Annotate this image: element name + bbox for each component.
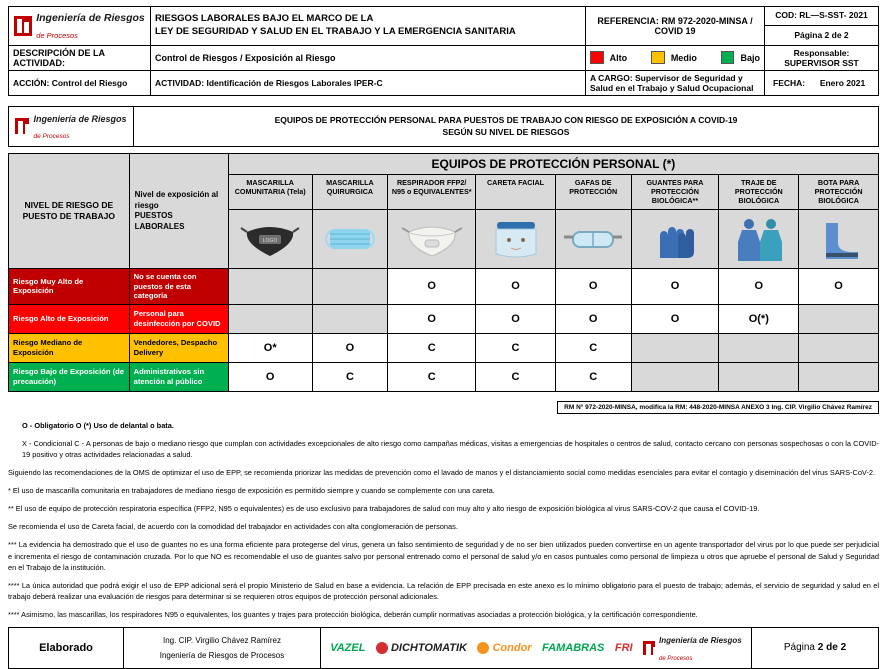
col-line2: QUIRURGICA bbox=[326, 187, 374, 197]
footer-brands bbox=[321, 628, 752, 669]
band-logo bbox=[9, 106, 134, 147]
gafas-proteccion-icon bbox=[555, 210, 631, 269]
col-line2: PROTECCIÓN BIOLÓGICA bbox=[814, 187, 863, 206]
cell-r1-c3: O bbox=[476, 304, 556, 333]
cell-r0-c6: O bbox=[719, 269, 799, 304]
document-code: COD: RL—S-SST- 2021 bbox=[765, 7, 879, 26]
brand-logo-line2: de Procesos bbox=[659, 655, 693, 662]
source-note: RM N° 972-2020-MINSA, modifica la RM: 448-2020-MINSA ANEXO 3 Ing. CIP. Virgilio Chávez Ramírez bbox=[557, 401, 879, 414]
brand-condor-label: Condor bbox=[492, 641, 532, 654]
company-logo bbox=[9, 7, 151, 46]
mascarilla-quirurgica-icon bbox=[312, 210, 388, 269]
legend-label-medio: Medio bbox=[670, 52, 697, 63]
row-job-mediano: Vendedores, Despacho Delivery bbox=[129, 333, 228, 362]
cell-r0-c2: O bbox=[388, 269, 476, 304]
notes-section bbox=[8, 420, 879, 620]
note-guantes: *** La evidencia ha demostrado que el uso de guantes no es una forma eficiente para protegerse del virus, genera un falso sentimiento de seguridad y de no ser bien utilizados pueden convertirse en un agente transportador del virus por lo que puede ser perjudicial e incrementa el riesgo de contaminación cruzada. Por lo que NO es recomendable el uso de guantes salvo por personal entrenado como el personal de salud y/o en casos puntuales como personal de limpieza u otros que apruebe el personal de Salud y Seguridad en el Trabajo de la institución. bbox=[8, 540, 879, 572]
col-header-mascarilla-comunitaria bbox=[228, 175, 312, 210]
col-header-bota bbox=[799, 175, 879, 210]
cell-r0-c4: O bbox=[555, 269, 631, 304]
note-obligatorio: O - Obligatorio O (*) Uso de delantal o bata. bbox=[22, 420, 174, 430]
cell-r1-c7 bbox=[799, 304, 879, 333]
accion-value: ACCIÓN: Control del Riesgo bbox=[9, 70, 151, 95]
cell-r3-c1: C bbox=[312, 362, 388, 391]
row-job-muy-alto: No se cuenta con puestos de esta categoría bbox=[129, 269, 228, 304]
cell-r1-c4: O bbox=[555, 304, 631, 333]
cell-r1-c6: O(*) bbox=[719, 304, 799, 333]
col-line2: PROTECCIÓN BIOLÓGICA bbox=[734, 187, 783, 206]
col-line1: CARETA FACIAL bbox=[486, 178, 545, 188]
cell-r2-c3: C bbox=[476, 333, 556, 362]
cell-r1-c0 bbox=[228, 304, 312, 333]
table-row bbox=[9, 362, 879, 391]
band-title-line1: EQUIPOS DE PROTECCIÓN PERSONAL PARA PUESTOS DE TRABAJO CON RIESGO DE EXPOSICIÓN A COVID-19 bbox=[274, 114, 738, 125]
logo-text-secondary: de Procesos bbox=[36, 30, 78, 40]
col-line1: MASCARILLA bbox=[246, 178, 294, 188]
band-title-line2: SEGÚN SU NIVEL DE RIESGOS bbox=[442, 127, 570, 138]
fecha-value: Enero 2021 bbox=[819, 77, 866, 88]
col-header-mascarilla-quirurgica bbox=[312, 175, 388, 210]
cell-r2-c7 bbox=[799, 333, 879, 362]
row-job-bajo: Administrativos sin atención al público bbox=[129, 362, 228, 391]
table-row bbox=[9, 304, 879, 333]
document-footer bbox=[8, 627, 879, 669]
cell-r1-c1 bbox=[312, 304, 388, 333]
logo-text-primary: Ingeniería de Riesgos bbox=[33, 113, 127, 124]
document-title-line1: RIESGOS LABORALES BAJO EL MARCO DE LA bbox=[155, 12, 374, 24]
logo-text-primary: Ingeniería de Riesgos bbox=[36, 12, 145, 24]
bota-icon bbox=[799, 210, 879, 269]
description-value: Control de Riesgos / Exposición al Riesgo bbox=[151, 45, 586, 70]
note-mascarilla-comunitaria: * El uso de mascarilla comunitaria en trabajadores de mediano riesgo de exposición es permitido siempre y cuando se complemente con una careta. bbox=[8, 486, 495, 496]
fecha-cell bbox=[765, 70, 879, 95]
legend-swatch-bajo bbox=[721, 51, 735, 64]
cell-r3-c6 bbox=[719, 362, 799, 391]
note-normativas: **** Asimismo, las mascarillas, los respiradores N95 o equivalentes, los guantes y trajes para protección biológica, deberán cumplir normativas asociadas a protección biológica, y la certificación correspondiente. bbox=[8, 609, 698, 619]
legend-label-alto: Alto bbox=[609, 52, 628, 63]
cell-r0-c0 bbox=[228, 269, 312, 304]
footer-signature-line1: Ing. CIP. Virgilio Chávez Ramírez bbox=[163, 635, 281, 645]
careta-facial-icon bbox=[476, 210, 556, 269]
brand-vazel: VAZEL bbox=[330, 641, 366, 654]
col-line1: TRAJE DE bbox=[741, 178, 777, 188]
brand-company-logo bbox=[643, 631, 742, 665]
document-title-line2: LEY DE SEGURIDAD Y SALUD EN EL TRABAJO Y LA EMERGENCIA SANITARIA bbox=[155, 25, 516, 37]
cell-r1-c5: O bbox=[631, 304, 719, 333]
logo-mark-icon bbox=[14, 16, 32, 36]
cell-r0-c3: O bbox=[476, 269, 556, 304]
col-exposure-line1: Nivel de exposición al riesgo bbox=[134, 190, 219, 210]
cell-r3-c3: C bbox=[476, 362, 556, 391]
brand-logo-line1: Ingeniería de Riesgos bbox=[659, 636, 742, 646]
col-header-gafas bbox=[555, 175, 631, 210]
legend-label-bajo: Bajo bbox=[740, 52, 760, 63]
row-level-mediano: Riesgo Mediano de Exposición bbox=[9, 333, 130, 362]
document-header bbox=[8, 6, 879, 96]
cell-r3-c0: O bbox=[228, 362, 312, 391]
logo-text-secondary: de Procesos bbox=[33, 133, 70, 141]
col-line1: GAFAS DE bbox=[574, 178, 612, 188]
col-line1: MASCARILLA bbox=[326, 178, 374, 188]
legend-swatch-medio bbox=[651, 51, 665, 64]
svg-text:LOGO: LOGO bbox=[262, 238, 278, 245]
col-line1: GUANTES PARA bbox=[646, 178, 704, 188]
cell-r2-c4: C bbox=[555, 333, 631, 362]
matrix-corner-exposure-header bbox=[129, 154, 228, 269]
table-row bbox=[9, 333, 879, 362]
cell-r2-c5 bbox=[631, 333, 719, 362]
respirador-n95-icon bbox=[388, 210, 476, 269]
table-row bbox=[9, 269, 879, 304]
legend-swatch-alto bbox=[590, 51, 604, 64]
cell-r2-c2: C bbox=[388, 333, 476, 362]
footer-signature-line2: Ingeniería de Riesgos de Procesos bbox=[159, 650, 285, 660]
footer-page-prefix: Página bbox=[783, 642, 818, 654]
footer-signature bbox=[124, 628, 321, 669]
logo-mark-icon bbox=[15, 118, 29, 134]
note-oms: Siguiendo las recomendaciones de la OMS de optimizar el uso de EPP, se recomienda priorizar las medidas de prevención como el lavado de manos y el distanciamiento social como medidas esenciales para evitar el contagio y diseminación del virus SARS-CoV-2. bbox=[8, 467, 876, 477]
row-level-bajo: Riesgo Bajo de Exposición (de precaución) bbox=[9, 362, 130, 391]
footer-page bbox=[752, 628, 879, 669]
note-condicional: X - Condicional C - A personas de bajo o mediano riesgo que cumplan con actividades excepcionales de alto riesgo como campañas médicas, visitas a emergencias de hospitales o centros de salud, contacto cercano con personas sospechosas o con la COVID-19 positivo y otras actividades relacionadas a salud. bbox=[22, 438, 879, 459]
row-level-muy-alto: Riesgo Muy Alto de Exposición bbox=[9, 269, 130, 304]
cell-r1-c2: O bbox=[388, 304, 476, 333]
col-header-careta-facial bbox=[476, 175, 556, 210]
footer-label: Elaborado bbox=[9, 628, 124, 669]
a-cargo-value: A CARGO: Supervisor de Seguridad y Salud en el Trabajo y Salud Ocupacional bbox=[586, 70, 765, 95]
cell-r0-c5: O bbox=[631, 269, 719, 304]
band-title bbox=[134, 106, 879, 147]
row-level-alto: Riesgo Alto de Exposición bbox=[9, 304, 130, 333]
document-page-number: Página 2 de 2 bbox=[765, 26, 879, 45]
logo-mark-icon bbox=[643, 641, 655, 655]
col-exposure-line2: PUESTOS LABORALES bbox=[134, 211, 185, 231]
cell-r2-c1: O bbox=[312, 333, 388, 362]
cell-r0-c1 bbox=[312, 269, 388, 304]
document-title bbox=[151, 7, 586, 46]
col-line1: BOTA PARA bbox=[817, 178, 860, 188]
brand-dichtomatik-label: DICHTOMATIK bbox=[390, 641, 467, 654]
footer-page-value: 2 de 2 bbox=[817, 642, 847, 654]
cell-r3-c7 bbox=[799, 362, 879, 391]
traje-icon bbox=[719, 210, 799, 269]
col-header-respirador-n95 bbox=[388, 175, 476, 210]
actividad-value: ACTIVIDAD: Identificación de Riesgos Laborales IPER-C bbox=[151, 70, 586, 95]
matrix-title: EQUIPOS DE PROTECCIÓN PERSONAL (*) bbox=[228, 154, 878, 175]
brand-condor bbox=[477, 642, 531, 654]
risk-legend bbox=[586, 45, 765, 70]
brand-fri: FRI bbox=[614, 641, 633, 654]
col-line1: RESPIRADOR FFP2/ bbox=[396, 178, 467, 188]
row-job-alto: Personal para desinfección por COVID bbox=[129, 304, 228, 333]
col-line2: N95 o EQUIVALENTES* bbox=[391, 187, 472, 197]
brand-famabras: FAMABRAS bbox=[542, 641, 605, 654]
brand-dichtomatik bbox=[376, 642, 467, 654]
note-autoridad: **** La única autoridad que podrá exigir el uso de EPP adicional será el propio Ministerio de Salud en base a evidencia. La relación de EPP precisada en este anexo es lo mínimo obligatorio para el puesto de trabajo; además, el servicio de seguridad y salud en el trabajo deberá realizar una evaluación de riesgos para determinar si se requieren otros equipos de protección personal adicionales. bbox=[8, 580, 879, 601]
col-risk-label: NIVEL DE RIESGO DE PUESTO DE TRABAJO bbox=[22, 200, 116, 222]
section-band bbox=[8, 106, 879, 148]
source-note-wrap bbox=[8, 396, 879, 414]
description-label: DESCRIPCIÓN DE LA ACTIVIDAD: bbox=[9, 45, 151, 70]
col-header-guantes bbox=[631, 175, 719, 210]
note-respiratoria: ** El uso de equipo de protección respiratoria específica (FFP2, N95 o equivalentes) es de uso exclusivo para trabajadores de salud con muy alto y alto riesgo de exposición biológica al virus SARS-COV-2 que causa el COVID-19. bbox=[8, 504, 760, 514]
matrix-corner-risk-header bbox=[9, 154, 130, 269]
cell-r3-c2: C bbox=[388, 362, 476, 391]
col-line2: COMUNITARIA (Tela) bbox=[234, 187, 306, 197]
responsable-value: Responsable: SUPERVISOR SST bbox=[765, 45, 879, 70]
epp-matrix-table bbox=[8, 153, 879, 391]
cell-r2-c6 bbox=[719, 333, 799, 362]
cell-r3-c4: C bbox=[555, 362, 631, 391]
note-careta: Se recomienda el uso de Careta facial, de acuerdo con la comodidad del trabajador en actividades con alta conglomeración de personas. bbox=[8, 522, 458, 532]
col-line2: PROTECCIÓN bbox=[569, 187, 618, 197]
cell-r3-c5 bbox=[631, 362, 719, 391]
cell-r2-c0: O* bbox=[228, 333, 312, 362]
guantes-icon bbox=[631, 210, 719, 269]
col-line2: PROTECCIÓN BIOLÓGICA** bbox=[651, 187, 699, 206]
fecha-label: FECHA: bbox=[773, 77, 806, 88]
cell-r0-c7: O bbox=[799, 269, 879, 304]
col-header-traje bbox=[719, 175, 799, 210]
document-reference: REFERENCIA: RM 972-2020-MINSA / COVID 19 bbox=[586, 7, 765, 46]
mascarilla-tela-icon bbox=[228, 210, 312, 269]
